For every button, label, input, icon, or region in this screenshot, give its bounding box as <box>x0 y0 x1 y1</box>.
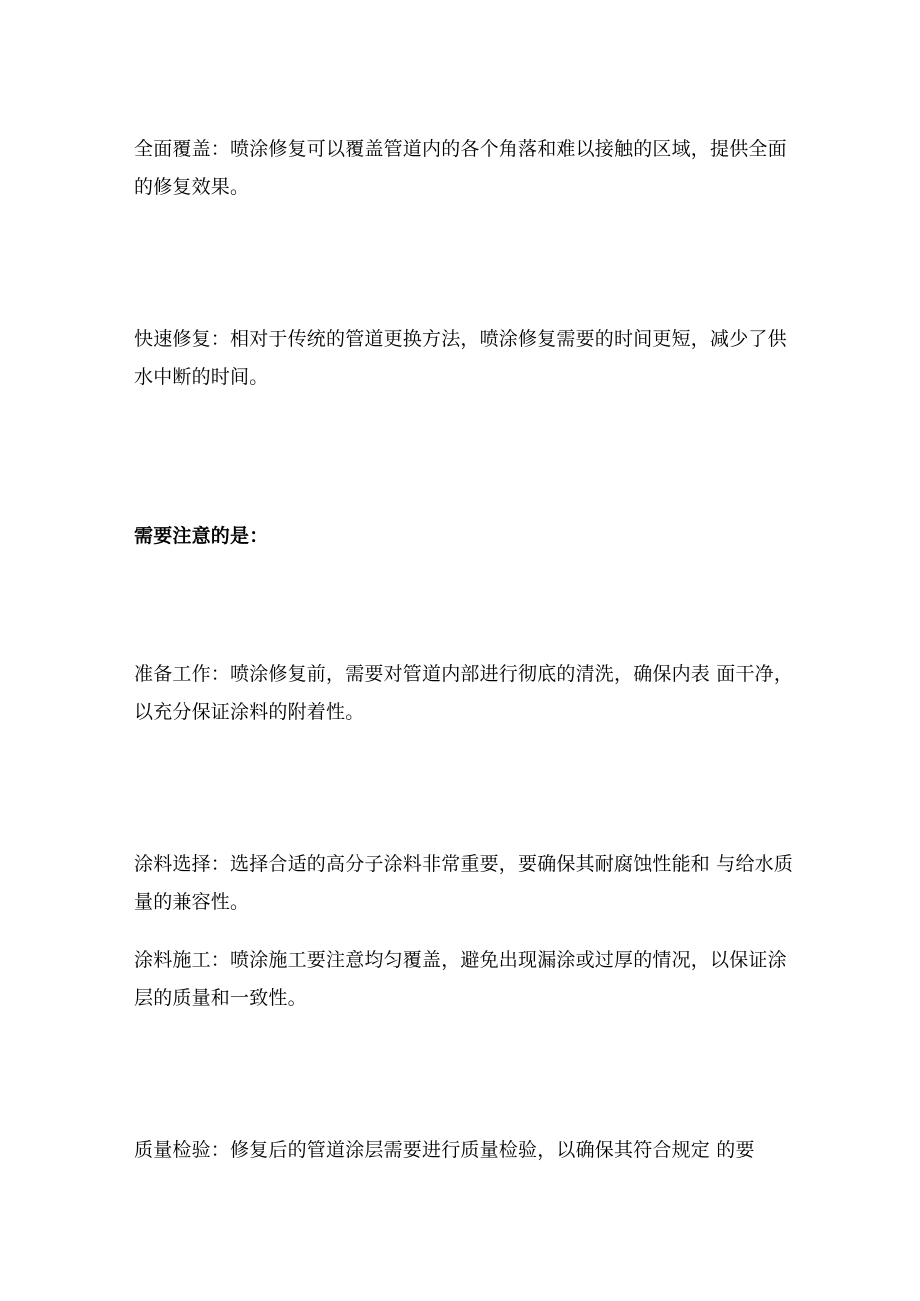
paragraph-coating-selection: 涂料选择：选择合适的高分子涂料非常重要，要确保其耐腐蚀性能和 与给水质量的兼容性。 <box>134 853 794 913</box>
paragraph-coating-application: 涂料施工：喷涂施工要注意均匀覆盖，避免出现漏涂或过厚的情况，以保证涂层的质量和一致性。 <box>134 949 787 1009</box>
section-heading-notes: 需要注意的是： <box>134 525 269 547</box>
paragraph-quality-inspection: 质量检验：修复后的管道涂层需要进行质量检验，以确保其符合规定 的要 <box>134 1139 755 1161</box>
paragraph-full-coverage: 全面覆盖：喷涂修复可以覆盖管道内的各个角落和难以接触的区域，提供全面的修复效果。 <box>134 138 787 198</box>
paragraph-preparation: 准备工作：喷涂修复前，需要对管道内部进行彻底的清洗，确保内表 面干净，以充分保证涂料的附着性。 <box>134 663 794 723</box>
paragraph-fast-repair: 快速修复：相对于传统的管道更换方法，喷涂修复需要的时间更短，减少了供水中断的时间。 <box>134 328 787 388</box>
